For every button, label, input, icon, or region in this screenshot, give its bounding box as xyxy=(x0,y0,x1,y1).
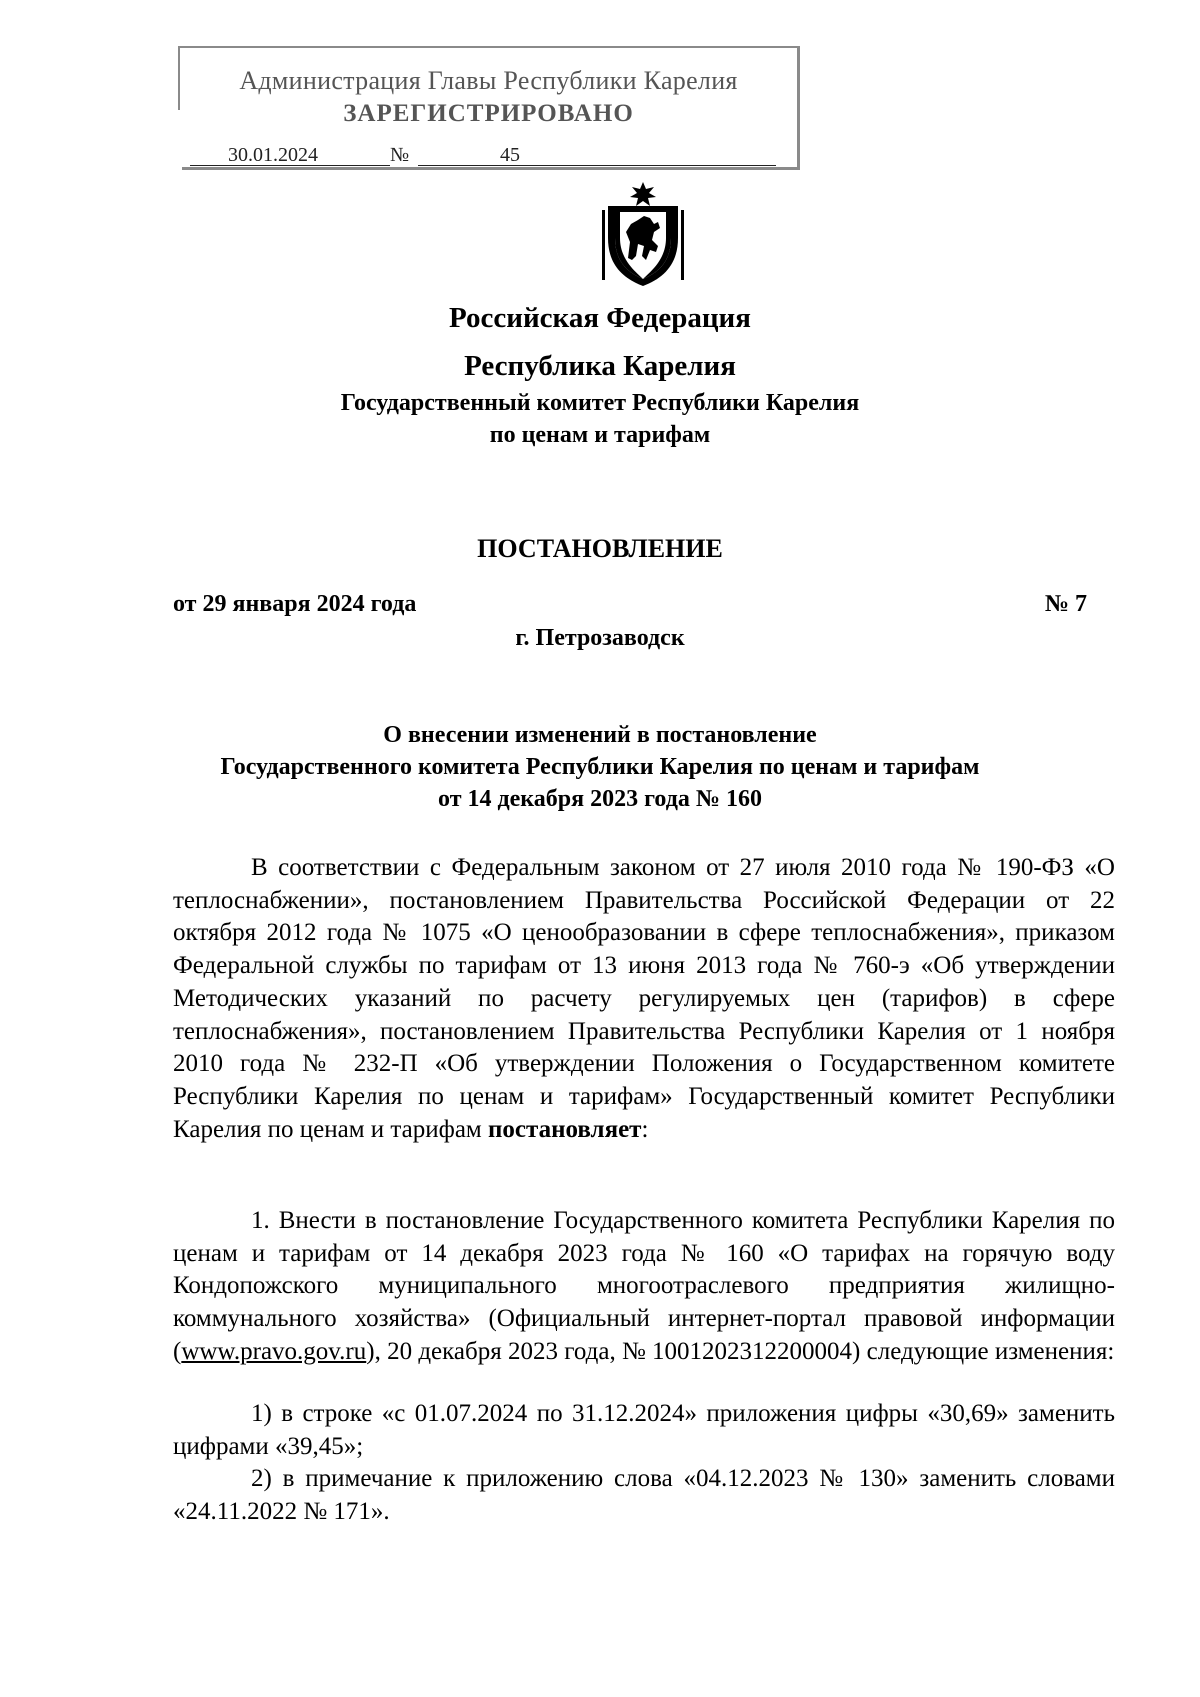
number-underline xyxy=(418,165,776,166)
subject-line2: Государственного комитета Республики Карелия по ценам и тарифам xyxy=(220,754,980,780)
stamp-authority: Администрация Главы Республики Карелия xyxy=(239,66,738,95)
item-1-text: 1. Внести в постановление Государственного комитета Республики Карелия по ценам и тарифам от 14 декабря 2023 года № 160 «О тарифах на горячую воду Кондопожского муниципального многоотраслевого предприятия жилищно-коммунального хозяйства» (Официальный интернет-портал правовой информации ( xyxy=(173,1207,1115,1365)
stamp-notch xyxy=(176,110,182,172)
stamp-number: 45 xyxy=(500,144,520,166)
stamp-date: 30.01.2024 xyxy=(228,144,318,166)
committee-title-line2: по ценам и тарифам xyxy=(489,422,711,448)
preamble-text: В соответствии с Федеральным законом от 27 июля 2010 года № 190-ФЗ «О теплоснабжении», постановлением Правительства Российской Федерации от 22 октября 2012 года № 1075 «О ценообразовании в сфере теплоснабжения», приказом Федеральной службы по тарифам от 13 июня 2013 года № 760-э «Об утверждении Методических указаний по расчету регулируемых цен (тарифов) в сфере теплоснабжения», постановлением Правительства Республики Карелия от 1 ноября 2010 года № 232-П «Об утверждении Положения о Государственном комитете Республики Карелия по ценам и тарифам» Государственный комитет Республики Карелия по ценам и тарифам xyxy=(173,854,1115,1143)
document-type: ПОСТАНОВЛЕНИЕ xyxy=(477,534,723,563)
karelia-coat-of-arms-icon xyxy=(598,180,688,290)
subject-line3: от 14 декабря 2023 года № 160 xyxy=(438,786,762,812)
stamp-registration-row xyxy=(190,144,776,170)
preamble-colon: : xyxy=(641,1115,649,1143)
sub-item-1-paragraph xyxy=(173,1398,1115,1463)
document-date: от 29 января 2024 года xyxy=(173,591,417,617)
preamble-paragraph xyxy=(173,852,1115,1146)
sub-item-2-text: 2) в примечание к приложению слова «04.12.2023 № 130» заменить словами «24.11.2022 № 171». xyxy=(173,1465,1115,1525)
registration-stamp xyxy=(178,46,800,170)
sub-item-1-text: 1) в строке «с 01.07.2024 по 31.12.2024» приложения цифры «30,69» заменить цифрами «39,45»; xyxy=(173,1400,1115,1460)
country-title: Российская Федерация xyxy=(449,302,751,334)
item-1-paragraph xyxy=(173,1205,1115,1369)
document-number: № 7 xyxy=(1044,591,1087,617)
document-city: г. Петрозаводск xyxy=(515,625,685,651)
stamp-registered: ЗАРЕГИСТРИРОВАНО xyxy=(343,100,634,127)
committee-title-line1: Государственный комитет Республики Карелия xyxy=(340,390,860,416)
pravo-link[interactable]: www.pravo.gov.ru xyxy=(181,1337,367,1365)
stamp-number-sign: № xyxy=(390,144,410,166)
sub-item-2-paragraph xyxy=(173,1463,1115,1528)
item-1-text-end: ), 20 декабря 2023 года, № 1001202312200004) следующие изменения: xyxy=(366,1337,1115,1365)
subject-line1: О внесении изменений в постановление xyxy=(383,722,817,748)
republic-title: Республика Карелия xyxy=(464,350,736,382)
preamble-resolves: постановляет xyxy=(488,1115,642,1143)
